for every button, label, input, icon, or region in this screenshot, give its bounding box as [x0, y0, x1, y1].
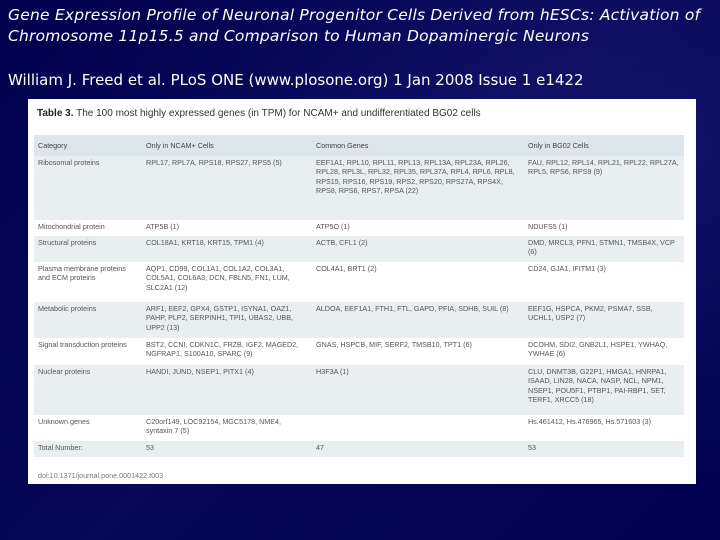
header-ncam-only: Only in NCAM+ Cells — [146, 140, 214, 150]
table-figure — [28, 99, 696, 484]
cell-ncam: HANDI, JUND, NSEP1, PITX1 (4) — [146, 367, 254, 376]
cell-common: ALDOA, EEF1A1, FTH1, FTL, GAPD, PFIA, SDHB, SUIL (8) — [316, 304, 509, 313]
cell-category: Ribosomal proteins — [38, 158, 100, 167]
table-doi: doi:10.1371/journal.pone.0001422.t003 — [38, 471, 164, 480]
cell-bg02: NDUFS5 (1) — [528, 222, 568, 231]
table-row — [34, 441, 684, 457]
cell-category: Mitochondrial protein — [38, 222, 105, 231]
cell-category: Structural proteins — [38, 238, 97, 247]
table-row — [34, 236, 684, 262]
header-common: Common Genes — [316, 140, 369, 150]
cell-bg02: Hs.461412, Hs.476965, Hs.571603 (3) — [528, 417, 652, 426]
table-row — [34, 220, 684, 236]
cell-ncam: 53 — [146, 443, 154, 452]
cell-bg02: 53 — [528, 443, 536, 452]
cell-common: COL4A1, BRT1 (2) — [316, 264, 377, 273]
cell-common: 47 — [316, 443, 324, 452]
cell-common: ACTB, CFL1 (2) — [316, 238, 368, 247]
cell-category: Signal transduction proteins — [38, 340, 127, 349]
table-caption-label: Table 3. — [37, 108, 74, 119]
cell-category: Metabolic proteins — [38, 304, 97, 313]
table-row — [34, 415, 684, 441]
cell-bg02: EEF1G, HSPCA, PKM2, PSMA7, SSB, UCHL1, USP2 (7) — [528, 304, 653, 323]
cell-category: Unknown genes — [38, 417, 90, 426]
table-row — [34, 156, 684, 220]
cell-common: GNAS, HSPCB, MIF, SERF2, TMSB10, TPT1 (6) — [316, 340, 472, 349]
cell-common: H3F3A (1) — [316, 367, 349, 376]
cell-bg02: FAU, RPL12, RPL14, RPL21, RPL22, RPL27A, RPL5, RPS6, RPS9 (9) — [528, 158, 679, 177]
cell-category: Plasma membrane proteins and ECM proteins — [38, 264, 126, 283]
cell-ncam: C20orf149, LOC92154, MGC5178, NME4, syntaxin 7 (5) — [146, 417, 282, 436]
table-caption — [37, 108, 687, 119]
cell-ncam: ATP5B (1) — [146, 222, 180, 231]
cell-ncam: AQP1, CD99, COL1A1, COL1A2, COL3A1, COL5A1, COL6A3, DCN, FBLN5, FN1, LUM, SLC2A1 (12) — [146, 264, 290, 292]
cell-ncam: RPL17, RPL7A, RPS18, RPS27, RPS5 (5) — [146, 158, 282, 167]
cell-ncam: BST2, CCNI, CDKN1C, FRZB, IGF2, MAGED2, NGFRAP1, S100A10, SPARC (9) — [146, 340, 299, 359]
slide-citation: William J. Freed et al. PLoS ONE (www.plosone.org) 1 Jan 2008 Issue 1 e1422 — [8, 71, 584, 89]
table-header-row — [34, 135, 684, 156]
slide-title: Gene Expression Profile of Neuronal Progenitor Cells Derived from hESCs: Activation of Chromosome 11p15.5 and Comparison to Human Dopaminergic Neurons — [8, 6, 701, 45]
cell-ncam: ARF1, EEF2, GPX4, GSTP1, ISYNA1, OAZ1, PAHP, PLP2, SERPINH1, TPI1, UBAS2, UBB, UPP2 (13) — [146, 304, 294, 332]
header-bg02-only: Only in BG02 Cells — [528, 140, 589, 150]
cell-bg02: DCOHM, SDI2, GNB2L1, HSPE1, YWHAQ, YWHAE (6) — [528, 340, 668, 359]
cell-bg02: CLU, DNMT3B, G22P1, HMGA1, HNRPA1, ISAAD, LIN28, NACA, NASP, NCL, NPM1, NSEP1, POU5F1, PTBP1, PAI-RBP1, SET, TERF1, XRCC5 (18) — [528, 367, 667, 405]
cell-ncam: COL18A1, KRT18, KRT15, TPM1 (4) — [146, 238, 264, 247]
table-row — [34, 365, 684, 415]
cell-bg02: DMD, MRCL3, PFN1, STMN1, TMSB4X, VCP (6) — [528, 238, 675, 257]
cell-common — [312, 415, 524, 441]
table-caption-text: The 100 most highly expressed genes (in TPM) for NCAM+ and undifferentiated BG02 cells — [76, 108, 481, 119]
table-row — [34, 302, 684, 338]
table-row — [34, 262, 684, 302]
cell-category: Total Number: — [38, 443, 83, 452]
cell-common: EEF1A1, RPL10, RPL11, RPL13, RPL13A, RPL23A, RPL26, RPL28, RPL3L, RPL32, RPL35, RPL37A, RPL4, RPL6, RPL8, RPS15, RPS16, RPS19, RPS2, RPS20, RPS27A, RPS4X, RPS8, RPS6, RPS7, RPSA (22) — [316, 158, 515, 196]
cell-category: Nuclear proteins — [38, 367, 91, 376]
header-category: Category — [38, 140, 68, 150]
cell-common: ATP5O (1) — [316, 222, 350, 231]
gene-table — [34, 135, 684, 457]
table-row — [34, 338, 684, 365]
cell-bg02: CD24, GJA1, IFITM1 (3) — [528, 264, 606, 273]
